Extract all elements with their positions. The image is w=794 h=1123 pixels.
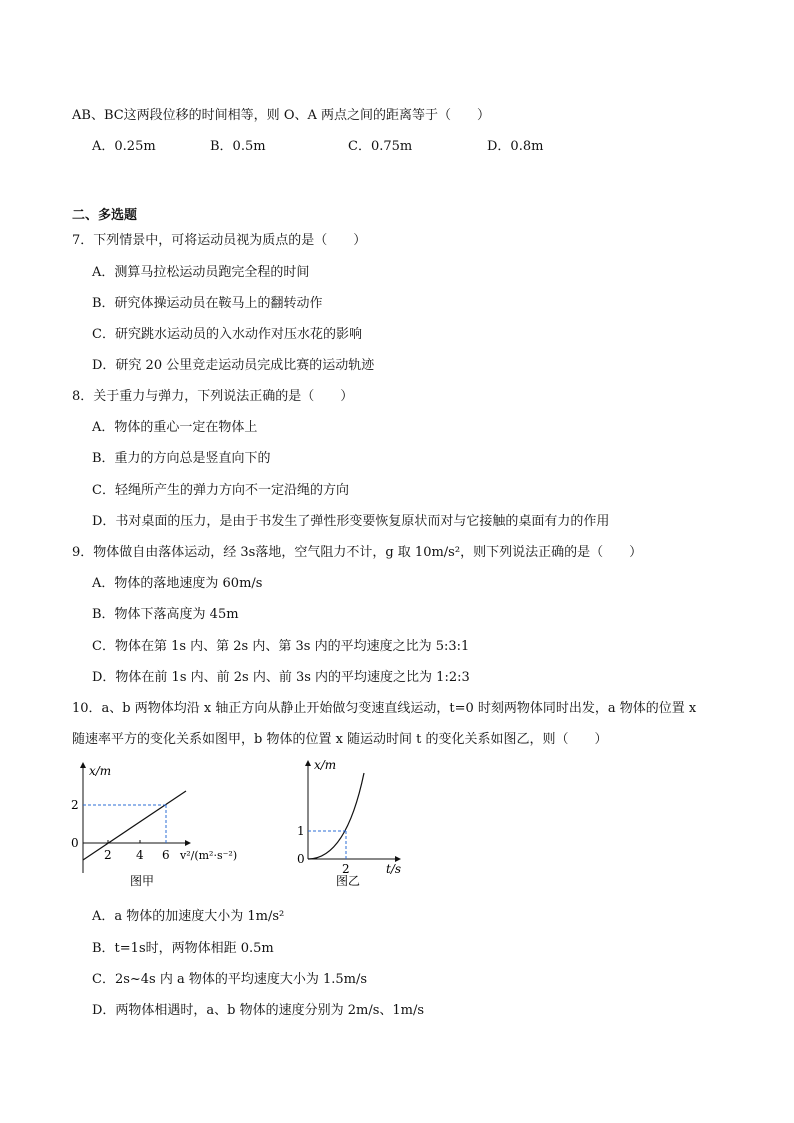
q10-option-b: B．t=1s时，两物体相距 0.5m <box>92 941 274 956</box>
q9-option-d: D．物体在前 1s 内、前 2s 内、前 3s 内的平均速度之比为 1:2:3 <box>92 670 470 685</box>
q10-option-d: D．两物体相遇时，a、b 物体的速度分别为 2m/s、1m/s <box>92 1003 425 1018</box>
q6-stem-tail: AB、BC这两段位移的时间相等，则 O、A 两点之间的距离等于（ ） <box>72 108 490 123</box>
q6-option-b: B．0.5m <box>210 139 266 154</box>
q8-option-b: B．重力的方向总是竖直向下的 <box>92 451 271 466</box>
q8-option-c: C．轻绳所产生的弹力方向不一定沿绳的方向 <box>92 483 349 498</box>
figure-b-graph <box>290 755 410 890</box>
q10-option-a: A．a 物体的加速度大小为 1m/s² <box>92 909 285 924</box>
figure-a-origin: 0 <box>71 836 79 850</box>
figure-b-ylabel: x/m <box>314 758 337 772</box>
figure-b-data-curve <box>308 773 364 859</box>
figure-a-graph <box>60 755 260 890</box>
figure-b-xtick-2: 2 <box>342 862 350 876</box>
q9-stem: 9．物体做自由落体运动，经 3s落地，空气阻力不计，g 取 10m/s²，则下列说法正确的是（ ） <box>72 545 643 560</box>
q9-option-b: B．物体下落高度为 45m <box>92 607 239 622</box>
q9-option-a: A．物体的落地速度为 60m/s <box>92 576 263 591</box>
section-title-multiple-choice: 二、多选题 <box>72 208 138 223</box>
figure-a-xtick-6: 6 <box>162 848 170 862</box>
q6-option-a: A．0.25m <box>92 139 156 154</box>
figure-a-xtick-4: 4 <box>136 848 144 862</box>
figure-a-ylabel: x/m <box>89 764 112 778</box>
figure-a-xlabel: v²/(m²·s⁻²) <box>180 849 238 862</box>
q10-option-c: C．2s~4s 内 a 物体的平均速度大小为 1.5m/s <box>92 972 368 987</box>
figure-b-ytick-1: 1 <box>297 824 305 838</box>
q6-option-d: D．0.8m <box>487 139 544 154</box>
figure-b-xlabel: t/s <box>386 862 402 876</box>
figure-a-ytick-2: 2 <box>71 798 79 812</box>
figure-a-data-line <box>83 791 186 860</box>
figure-b-caption: 图乙 <box>336 874 361 888</box>
q7-option-a: A．测算马拉松运动员跑完全程的时间 <box>92 265 310 280</box>
q7-option-b: B．研究体操运动员在鞍马上的翻转动作 <box>92 296 323 311</box>
figure-a-xtick-2: 2 <box>104 848 112 862</box>
q8-stem: 8．关于重力与弹力，下列说法正确的是（ ） <box>72 389 354 404</box>
figure-a-caption: 图甲 <box>130 874 155 888</box>
q8-option-d: D．书对桌面的压力，是由于书发生了弹性形变要恢复原状而对与它接触的桌面有力的作用 <box>92 514 610 529</box>
q9-option-c: C．物体在第 1s 内、第 2s 内、第 3s 内的平均速度之比为 5:3:1 <box>92 639 470 654</box>
q10-stem-line1: 10．a、b 两物体均沿 x 轴正方向从静止开始做匀变速直线运动，t=0 时刻两物体同时出发，a 物体的位置 x <box>72 701 697 716</box>
q7-stem: 7．下列情景中，可将运动员视为质点的是（ ） <box>72 233 367 248</box>
q6-option-c: C．0.75m <box>348 139 413 154</box>
q10-stem-line2: 随速率平方的变化关系如图甲，b 物体的位置 x 随运动时间 t 的变化关系如图乙，则（ ） <box>72 732 608 747</box>
q8-option-a: A．物体的重心一定在物体上 <box>92 420 258 435</box>
q7-option-d: D．研究 20 公里竞走运动员完成比赛的运动轨迹 <box>92 358 375 373</box>
q7-option-c: C．研究跳水运动员的入水动作对压水花的影响 <box>92 327 362 342</box>
figure-b-origin: 0 <box>297 852 305 866</box>
